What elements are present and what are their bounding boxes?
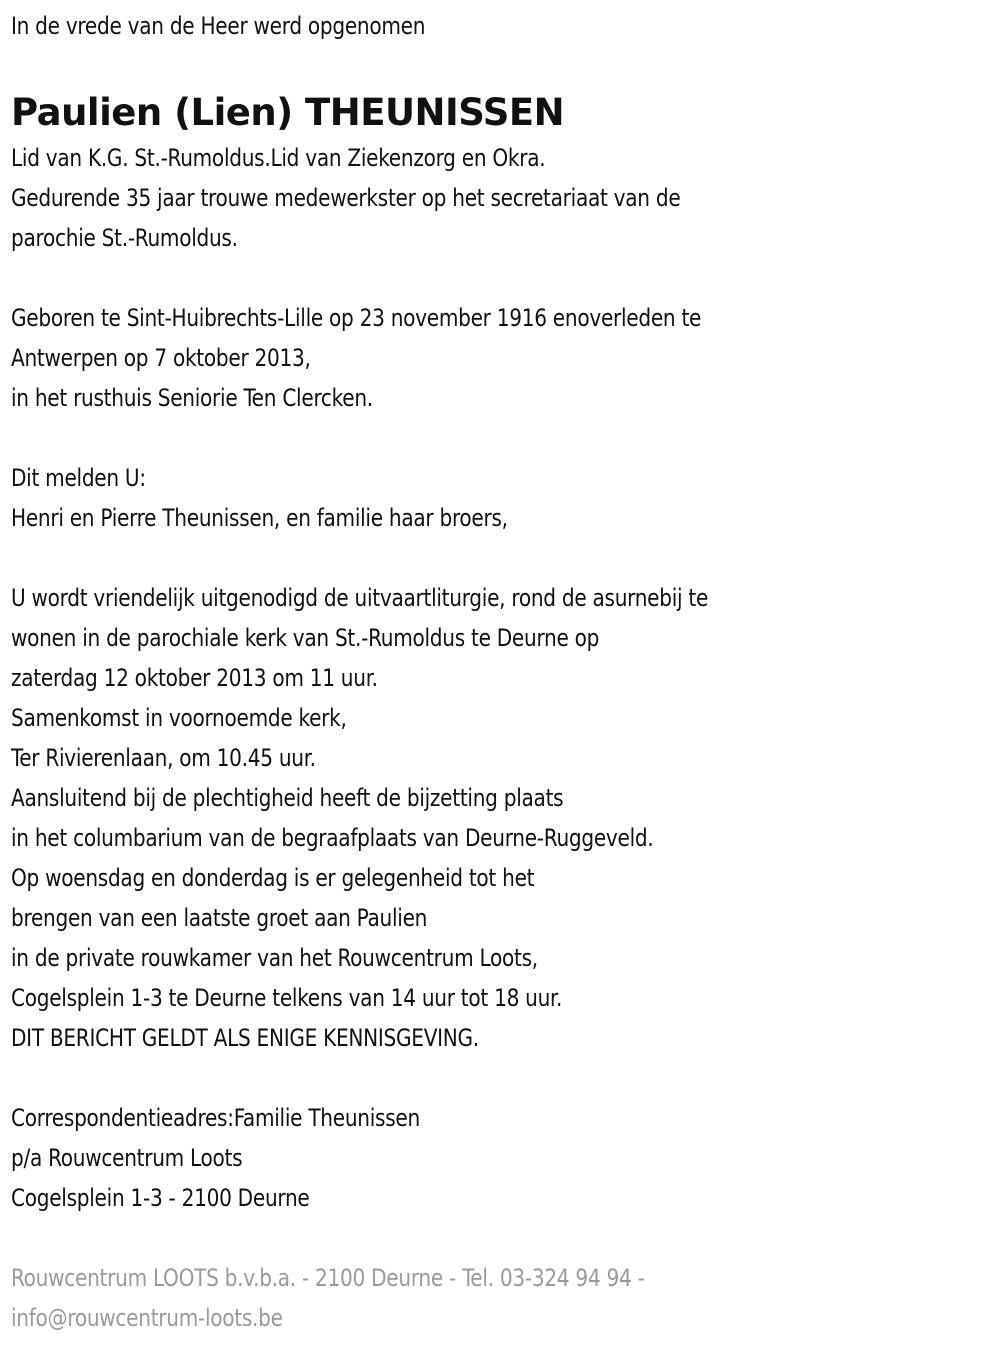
spacer: [11, 1058, 989, 1098]
deceased-name: [11, 86, 989, 138]
funeral-line: [11, 898, 989, 938]
spacer: [11, 418, 989, 458]
bio-line-text: Lid van K.G. St.-Rumoldus.Lid van Ziekenzorg en Okra.: [11, 144, 546, 172]
birth-death-line: [11, 338, 989, 378]
funeral-line: [11, 1018, 989, 1058]
bio-line-text: parochie St.-Rumoldus.: [11, 224, 238, 252]
bio-line: [11, 138, 989, 178]
announced-by-line-text: Dit melden U:: [11, 464, 146, 492]
spacer: [11, 1218, 989, 1258]
birth-death-line-text: in het rusthuis Seniorie Ten Clercken.: [11, 384, 373, 412]
funeral-line: [11, 738, 989, 778]
correspondence-line: [11, 1178, 989, 1218]
footer-email-line[interactable]: [11, 1298, 989, 1338]
spacer: [11, 258, 989, 298]
correspondence-line: [11, 1098, 989, 1138]
funeral-line-text: in het columbarium van de begraafplaats van Deurne-Ruggeveld.: [11, 824, 654, 852]
footer-email-link[interactable]: info@rouwcentrum-loots.be: [11, 1304, 283, 1332]
intro-text: [11, 6, 989, 46]
correspondence-section: [11, 1098, 989, 1218]
bio-line-text: Gedurende 35 jaar trouwe medewerkster op het secretariaat van de: [11, 184, 681, 212]
birth-death-section: [11, 298, 989, 418]
funeral-line: [11, 778, 989, 818]
funeral-line-text: Aansluitend bij de plechtigheid heeft de bijzetting plaats: [11, 784, 564, 812]
funeral-line: [11, 938, 989, 978]
funeral-line-text: wonen in de parochiale kerk van St.-Rumoldus te Deurne op: [11, 624, 600, 652]
funeral-line-text: U wordt vriendelijk uitgenodigd de uitvaartliturgie, rond de asurnebij te: [11, 584, 709, 612]
birth-death-line: [11, 298, 989, 338]
funeral-line-text: Ter Rivierenlaan, om 10.45 uur.: [11, 744, 316, 772]
spacer: [11, 538, 989, 578]
funeral-line: [11, 818, 989, 858]
announced-by-line: [11, 458, 989, 498]
funeral-line-text: brengen van een laatste groet aan Paulien: [11, 904, 428, 932]
funeral-section: [11, 578, 989, 1058]
bio-line: [11, 218, 989, 258]
funeral-line: [11, 858, 989, 898]
announced-by-section: [11, 458, 989, 538]
intro-text-content: In de vrede van de Heer werd opgenomen: [11, 12, 426, 40]
funeral-line: [11, 658, 989, 698]
birth-death-line: [11, 378, 989, 418]
deceased-name-content: Paulien (Lien) THEUNISSEN: [11, 91, 565, 134]
funeral-line-text: in de private rouwkamer van het Rouwcentrum Loots,: [11, 944, 538, 972]
footer-company-line: [11, 1258, 989, 1298]
correspondence-line-text: Correspondentieadres:Familie Theunissen: [11, 1104, 420, 1132]
funeral-line-text: DIT BERICHT GELDT ALS ENIGE KENNISGEVING.: [11, 1024, 479, 1052]
birth-death-line-text: Geboren te Sint-Huibrechts-Lille op 23 november 1916 enoverleden te: [11, 304, 702, 332]
announced-by-line: [11, 498, 989, 538]
announced-by-line-text: Henri en Pierre Theunissen, en familie haar broers,: [11, 504, 508, 532]
funeral-line-text: Samenkomst in voornoemde kerk,: [11, 704, 347, 732]
funeral-line-text: Cogelsplein 1-3 te Deurne telkens van 14 uur tot 18 uur.: [11, 984, 563, 1012]
correspondence-line-text: p/a Rouwcentrum Loots: [11, 1144, 243, 1172]
funeral-line: [11, 578, 989, 618]
correspondence-line-text: Cogelsplein 1-3 - 2100 Deurne: [11, 1184, 310, 1212]
funeral-line: [11, 618, 989, 658]
bio-line: [11, 178, 989, 218]
funeral-line-text: zaterdag 12 oktober 2013 om 11 uur.: [11, 664, 378, 692]
funeral-line-text: Op woensdag en donderdag is er gelegenheid tot het: [11, 864, 535, 892]
funeral-line: [11, 698, 989, 738]
footer: [11, 1258, 989, 1338]
bio-section: [11, 138, 989, 258]
correspondence-line: [11, 1138, 989, 1178]
birth-death-line-text: Antwerpen op 7 oktober 2013,: [11, 344, 311, 372]
funeral-line: [11, 978, 989, 1018]
footer-company-text: Rouwcentrum LOOTS b.v.b.a. - 2100 Deurne - Tel. 03-324 94 94 -: [11, 1264, 645, 1292]
